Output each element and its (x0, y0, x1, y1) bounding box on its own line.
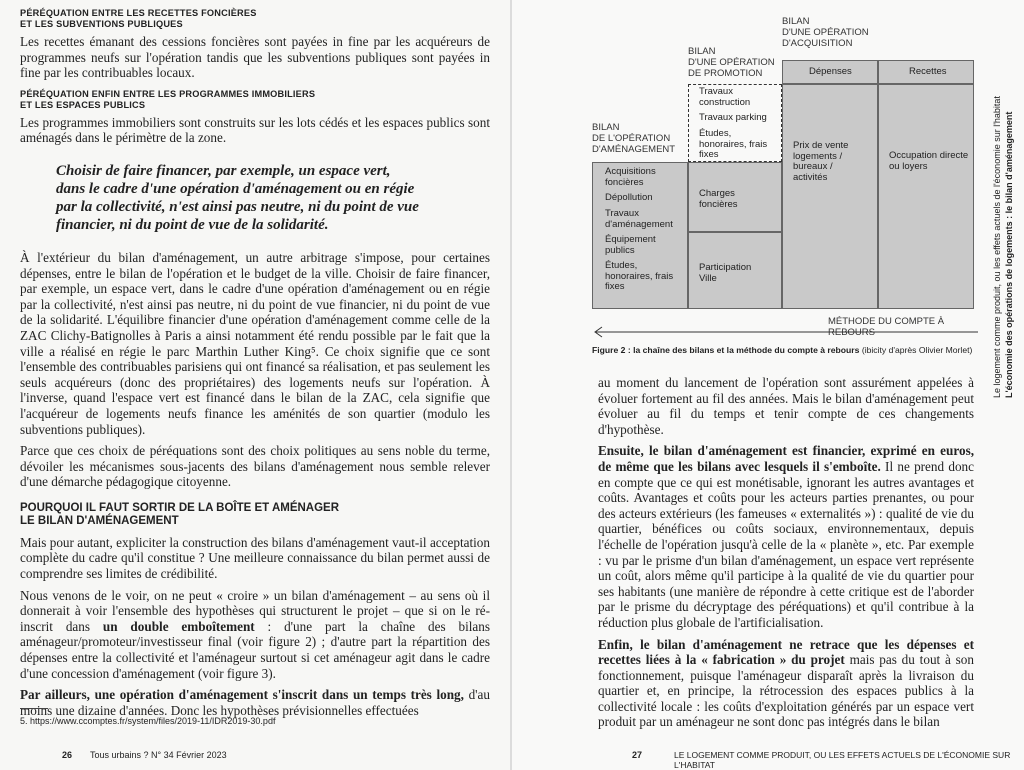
paragraph (598, 443, 974, 630)
column-recettes (878, 60, 974, 84)
text-run: mais pas du tout à son fonctionnement, puisque l'aménageur disparaît après la livraison du quartier et, en principe, la rétrocession des espaces publics à la collectivité locale : les coûts d'exploitation générés par un espace vert produit par un aménageur ne sont donc pas intégrés dans le bilan (598, 652, 974, 730)
heading-line: POURQUOI IL FAUT SORTIR DE LA BOÎTE ET AMÉNAGER (20, 501, 340, 514)
page-number: 27 (632, 750, 643, 760)
promo-item: Travaux construction (699, 86, 751, 108)
occupation-label: Occupation directe ou loyers (889, 150, 969, 172)
participation-ville-box (688, 232, 782, 309)
right-page (512, 0, 1024, 770)
page-number: 26 (62, 750, 73, 760)
caption-title: Figure 2 : la chaîne des bilans et la méthode du compte à rebours (592, 345, 860, 355)
paragraph: Les recettes émanant des cessions foncières sont payées in fine par les acquéreurs de programmes neufs sur l'opération tandis que les subventions publiques sont payées in fine par les contribuables locaux. (20, 34, 490, 81)
amen-item: Travaux d'aménagement (605, 208, 673, 230)
acquisition-recettes-area (878, 84, 974, 309)
acquisition-depenses-area (782, 84, 878, 309)
text-run: Nous venons de le voir, on ne peut « croire » un bilan d'aménagement – au sens où il donnerait à voir l'ensemble des hypothèses qui structurent le projet – que si on le ré-inscrit dans (20, 587, 490, 634)
charges-label: Charges foncières (699, 188, 738, 210)
sidebar-text-bold: L'économie des opérations de logements : le bilan d'aménagement (1004, 111, 1014, 398)
heading-line: ET LES ESPACES PUBLICS (20, 99, 146, 110)
text-run: : d'une part la chaîne des bilans aménageur/promoteur/investisseur final (voir figure 2) ; d'autre part la répartition des dépenses entre la collectivité et l'aménageur surtout si cet aménageur agit dans le cadre d'une concession d'aménagement (voir figure 3). (20, 618, 490, 681)
prix-vente-label: Prix de vente logements / bureaux / activités (793, 140, 849, 183)
bold-run: Ensuite, le bilan d'aménagement est financier, exprimé en euros, de même que les bilans avec lesquels il s'emboîte. (598, 443, 974, 474)
label-bilan-acquisition: BILAN D'UNE OPÉRATION D'ACQUISITION (782, 16, 869, 49)
label-bilan-amenagement: BILAN DE L'OPÉRATION D'AMÉNAGEMENT (592, 122, 676, 155)
promotion-top-box (688, 84, 782, 162)
folio-text: LE LOGEMENT COMME PRODUIT, OU LES EFFETS ACTUELS DE L'ÉCONOMIE SUR L'HABITAT (674, 750, 1011, 770)
bold-run: Enfin, le bilan d'aménagement ne retrace que les dépenses et recettes liées à la « fabrication » du projet (598, 636, 974, 668)
promo-item: Études, honoraires, frais fixes (699, 128, 768, 160)
paragraph: Parce que ces choix de péréquations sont des choix politiques au sens noble du terme, dévoiler les mécanismes sous-jacents des bilans d'aménagement nous semble relever d'une démarche pédagogique citoyenne. (20, 443, 490, 490)
amen-item: Études, honoraires, frais fixes (605, 260, 674, 292)
heading-line: PÉRÉQUATION ENTRE LES RECETTES FONCIÈRES (20, 8, 257, 18)
folio-text: Tous urbains ? N° 34 Février 2023 (90, 750, 227, 760)
paragraph (20, 588, 490, 682)
paragraph (598, 637, 974, 731)
heading-line: ET LES SUBVENTIONS PUBLIQUES (20, 19, 183, 29)
footnote-rule (20, 708, 48, 709)
left-page-content (20, 8, 490, 718)
paragraph (20, 687, 490, 718)
heading-perequation-recettes (20, 8, 490, 30)
paragraph: Les programmes immobiliers sont construits sur les lots cédés et les espaces publics sont aménagés dans le périmètre de la zone. (20, 114, 490, 146)
footnote[interactable]: 5. https://www.ccomptes.fr/system/files/2019-11/IDR2019-30.pdf (20, 716, 276, 726)
pull-quote: Choisir de faire financer, par exemple, un espace vert, dans le cadre d'une opération d'aménagement ou en régie par la collectivité, n'est ainsi pas neutre, ni du point de vue financier, ni du point de vue de la solidarité. (56, 162, 419, 233)
text-run: Il ne prend donc en compte que ce qui est monétisable, ignorant les autres avantages et coûts. Avantages et coûts pour les acteurs parties prenantes, ou pour des acteurs extérieurs (les fameuses « externalités ») : qualité de vie du quartier, bénéfices ou coûts sociaux, environnementaux, depuis l'échelle de l'opération jusqu'à celle de la « planète », etc. Par exemple : vu par le prisme d'un bilan d'aménagement, un espace vert représente un coût, alors même qu'il participe à la qualité de vie du quartier pour ses habitants (une manière de répondre à cette critique est de l'aborder par le prisme du décryptage des péréquations) et qu'il contribue à la réduction plus globale de l'artificialisation. (598, 458, 974, 630)
column-depenses (782, 60, 878, 84)
bold-run: un double emboîtement (102, 618, 255, 634)
promo-item: Travaux parking (699, 112, 767, 123)
amen-item: Acquisitions foncières (605, 166, 656, 188)
amen-item: Équipement publics (605, 234, 656, 256)
paragraph: Mais pour autant, expliciter la construction des bilans d'aménagement vaut-il acceptation complète du cadre qu'il constitue ? Une meilleure connaissance du bilan permet aussi de comprendre ses limites de crédibilité. (20, 534, 490, 582)
amenagement-depenses-box (592, 162, 688, 309)
section-heading (20, 502, 490, 529)
compte-a-rebours-arrow (592, 326, 982, 338)
left-page (0, 0, 510, 770)
sidebar-text-light: Le logement comme produit, ou les effets actuels de l'économie sur l'habitat (992, 96, 1002, 398)
amen-item: Dépollution (605, 192, 653, 203)
figure-caption (592, 345, 972, 355)
heading-line: LE BILAN D'AMÉNAGEMENT (20, 515, 179, 528)
running-sidebar (988, 0, 1018, 400)
column-label: Dépenses (809, 66, 852, 77)
heading-line: PÉRÉQUATION ENFIN ENTRE LES PROGRAMMES IMMOBILIERS (20, 88, 316, 99)
column-label: Recettes (909, 66, 947, 77)
caption-credit: (ibicity d'après Olivier Morlet) (861, 345, 973, 355)
paragraph: au moment du lancement de l'opération sont assurément appelées à évoluer fortement au fil des années. Mais le bilan d'aménagement peut évoluer au fil du temps et tenir compte de ces changements d'hypothèse. (598, 375, 974, 437)
participation-label: Participation Ville (699, 262, 752, 284)
charges-foncieres-box (688, 162, 782, 232)
figure-chaine-bilans (592, 12, 982, 347)
paragraph: À l'extérieur du bilan d'aménagement, un autre arbitrage s'impose, pour certaines dépenses, entre le bilan de l'opération et le budget de la ville. Choisir de faire financer, par exemple, un espace vert, dans le cadre d'une opération d'aménagement ou en régie par la collectivité, n'est ainsi pas neutre, ni du point de vue financier, ni du point de vue de la solidarité. L'équilibre financier d'une opération d'aménagement comme celle de la ZAC Clichy-Batignolles à Paris a ainsi notamment été rendu possible par le fait que la ville a réalisé en régie le parc Marthin Luther King⁵. Ce choix signifie que ce sont l'ensemble des contribuables parisiens qui ont financé sa réalisation, et pas seulement les seuls acquéreurs (donc des propriétaires) des logements neufs sur l'opération. À l'inverse, quand l'espace vert est financé dans le bilan de la ZAC, cela signifie que l'acquéreur de logements neufs finance les aménités de son quartier (modulo les subventions publiques). (20, 249, 490, 437)
methode-label: MÉTHODE DU COMPTE À REBOURS (828, 316, 945, 338)
text-run: d'au moins une dizaine d'années. Donc les hypothèses prévisionnelles effectuées (20, 687, 490, 718)
bold-run: Par ailleurs, une opération d'aménagement s'inscrit dans un temps très long, (20, 687, 464, 703)
right-page-content (598, 375, 974, 730)
heading-perequation-programmes (20, 89, 490, 111)
label-bilan-promotion: BILAN D'UNE OPÉRATION DE PROMOTION (688, 46, 775, 79)
